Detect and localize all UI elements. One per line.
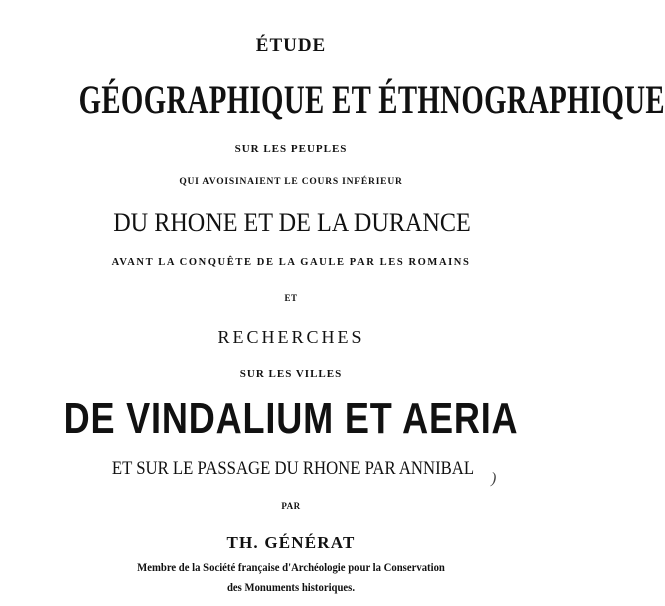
subtitle-passage-annibal: ET SUR LE PASSAGE DU RHONE PAR ANNIBAL [111,458,475,479]
byline-par: PAR [281,501,301,511]
subtitle-rhone-durance: DU RHONE ET DE LA DURANCE [113,208,471,237]
title-vindalium-aeria: DE VINDALIUM ET AERIA [63,394,519,443]
subtitle-sur-les-villes: SUR LES VILLES [239,368,343,380]
conjunction-et: ET [284,293,298,303]
title-recherches: RECHERCHES [217,327,365,347]
author-name: TH. GÉNÉRAT [226,533,356,552]
subtitle-avant-conquete: AVANT LA CONQUÊTE DE LA GAULE PAR LES ROMAINS [111,257,471,268]
handwritten-mark: ) [491,470,497,487]
subtitle-sur-les-peuples: SUR LES PEUPLES [234,143,348,155]
author-affiliation-line-2: des Monuments historiques. [226,582,356,594]
subtitle-qui-avoisinaient: QUI AVOISINAIENT LE COURS INFÉRIEUR [179,177,403,187]
title-etude: ÉTUDE [255,35,327,56]
title-geographique: GÉOGRAPHIQUE ET ÉTHNOGRAPHIQUE [78,77,665,122]
author-affiliation-line-1: Membre de la Société française d'Archéologie pour la Conservation [137,562,445,574]
